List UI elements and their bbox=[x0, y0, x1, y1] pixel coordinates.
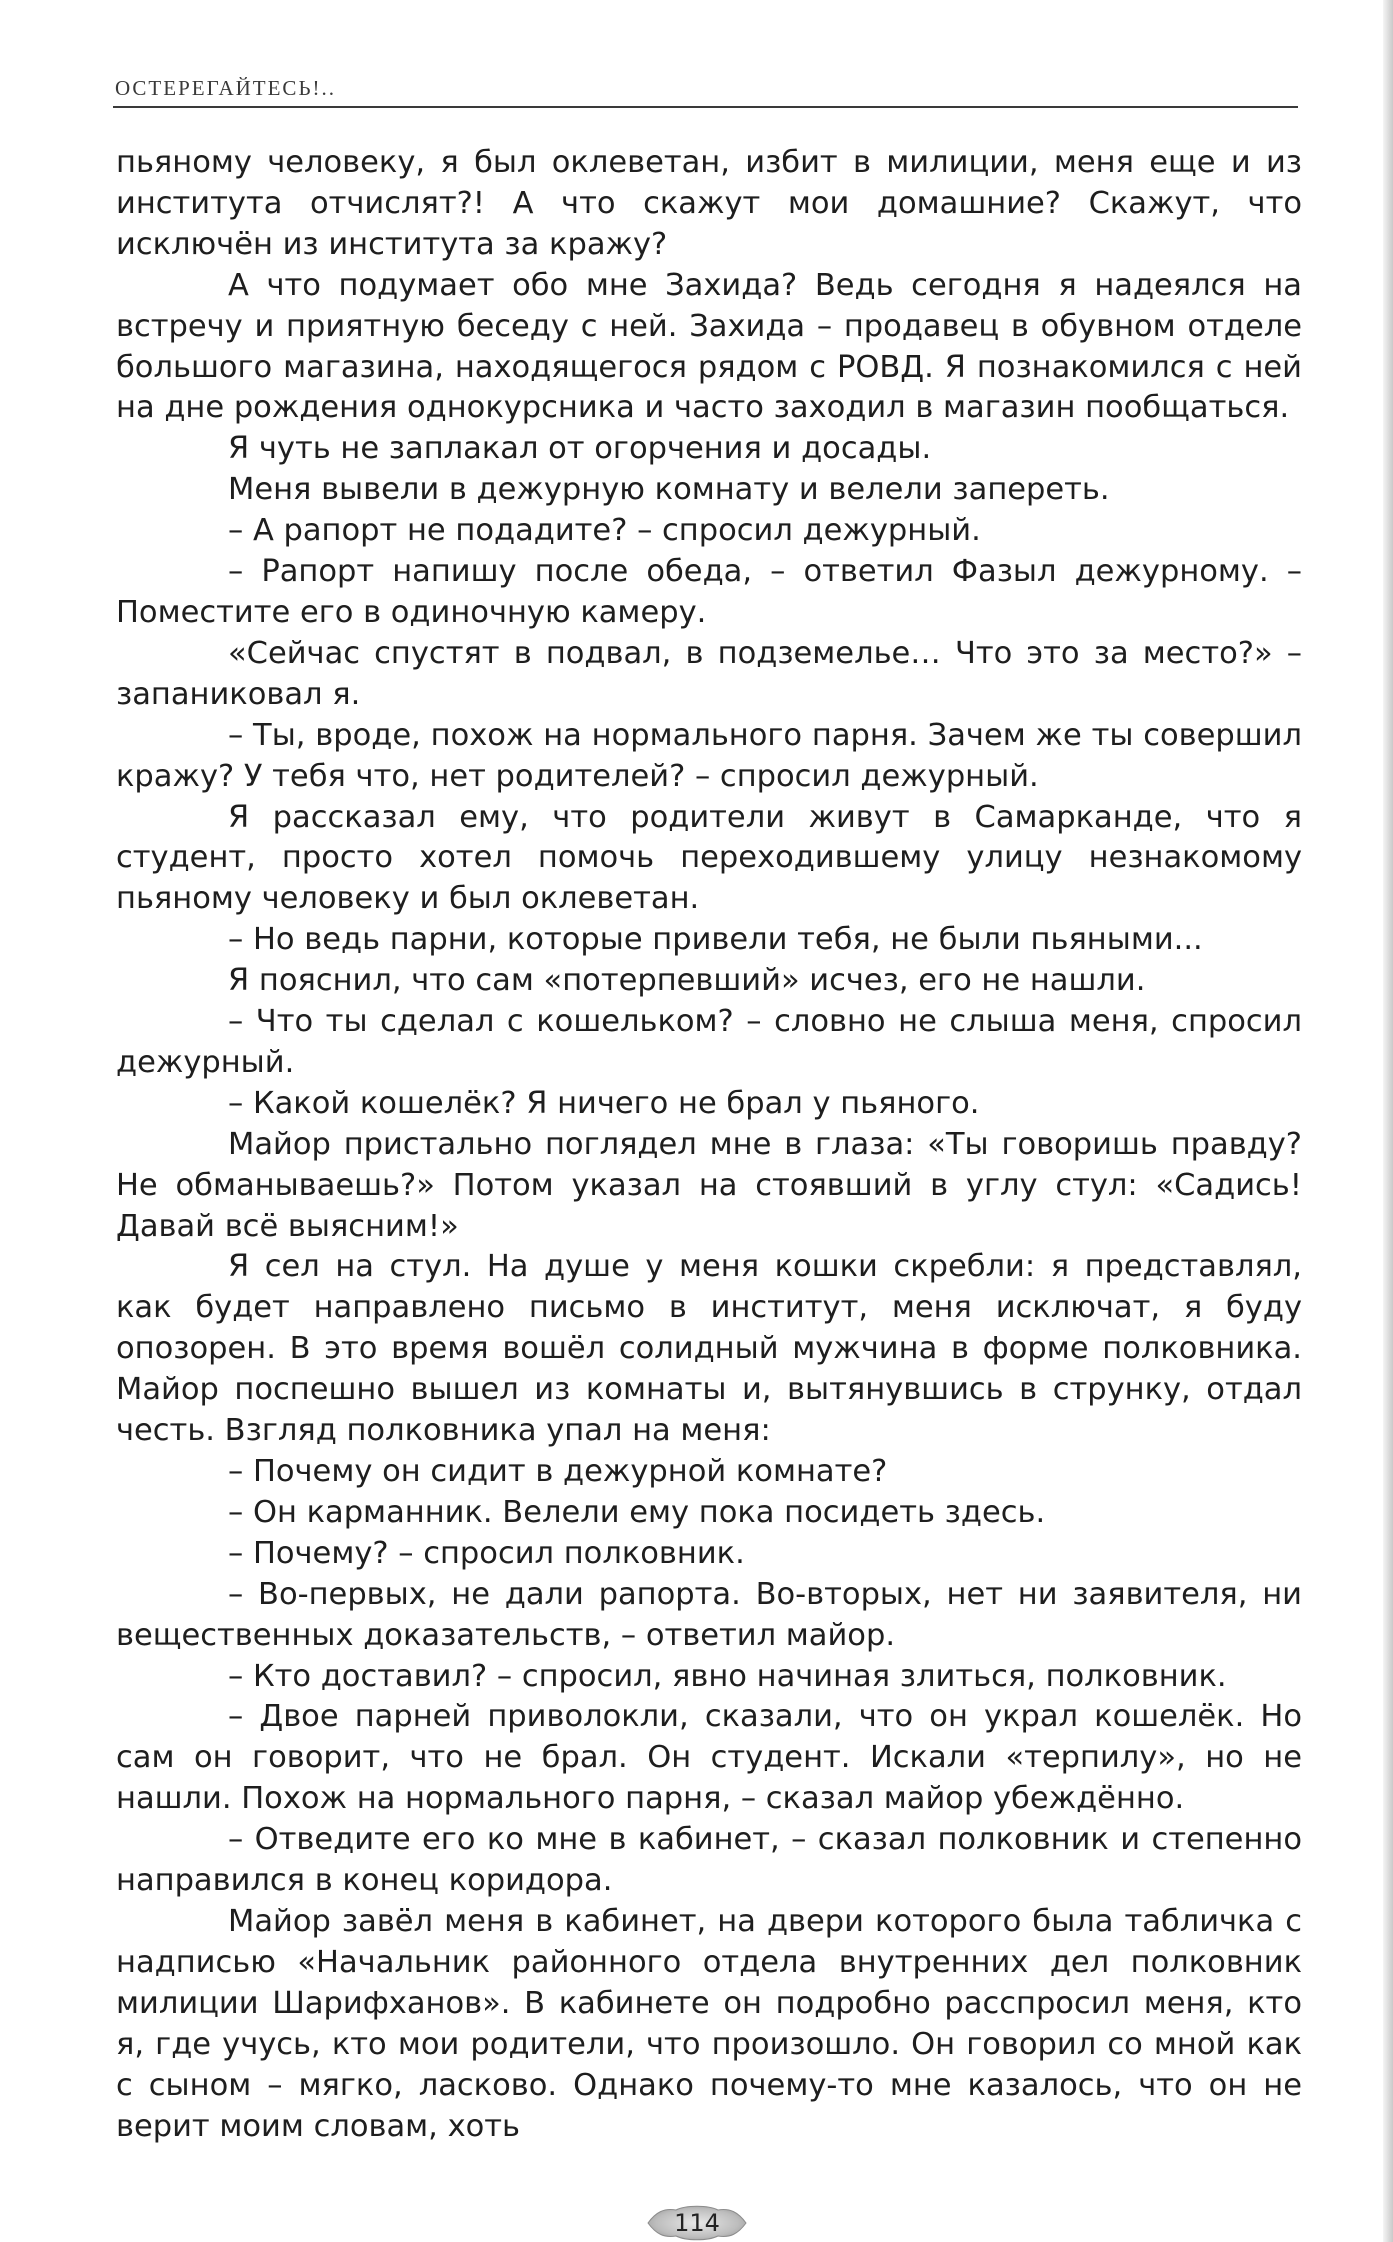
paragraph: А что подумает обо мне Захида? Ведь сегодня я надеялся на встречу и приятную беседу с ней. Захида – продавец в обувном отделе большого магазина, находящегося рядом с РОВД. Я познакомился с ней на дне рождения однокурсника и часто заходил в магазин пообщаться. bbox=[116, 267, 1302, 426]
page-edge-shadow bbox=[1383, 0, 1393, 2242]
page-number-text: 114 bbox=[674, 2209, 720, 2237]
running-header-title: ОСТЕРЕГАЙТЕСЬ!.. bbox=[115, 76, 336, 100]
paragraph: – Почему он сидит в дежурной комнате? bbox=[228, 1454, 888, 1489]
running-header bbox=[113, 72, 1298, 108]
paragraph: Я пояснил, что сам «потерпевший» исчез, его не нашли. bbox=[228, 963, 1146, 999]
page-number bbox=[646, 2204, 748, 2242]
paragraph: пьяному человеку, я был оклеветан, избит в милиции, меня еще и из института отчислят?! А что скажут мои домашние? Скажут, что исключён из института за кражу? bbox=[116, 145, 1302, 262]
paragraph: – А рапорт не подадите? – спросил дежурный. bbox=[228, 513, 981, 549]
body-text bbox=[116, 143, 1302, 2144]
paragraph: Я рассказал ему, что родители живут в Самарканде, что я студент, просто хотел помочь переходившему улицу незнакомому пьяному человеку и был оклеветан. bbox=[116, 799, 1302, 917]
paragraph: – Отведите его ко мне в кабинет, – сказал полковник и степенно направился в конец коридора. bbox=[116, 1822, 1302, 1899]
paragraph: Я чуть не заплакал от огорчения и досады. bbox=[228, 431, 932, 467]
paragraph: – Какой кошелёк? Я ничего не брал у пьяного. bbox=[228, 1085, 980, 1121]
paragraph: – Двое парней приволокли, сказали, что он украл кошелёк. Но сам он говорит, что не брал. Он студент. Искали «терпилу», но не нашли. Похож на нормального парня, – сказал майор убеждённо. bbox=[116, 1699, 1302, 1817]
paragraph: – Он карманник. Велели ему пока посидеть здесь. bbox=[228, 1494, 1046, 1530]
paragraph: «Сейчас спустят в подвал, в подземелье… Что это за место?» – запаниковал я. bbox=[116, 635, 1302, 712]
paragraph: Майор завёл меня в кабинет, на двери которого была табличка с надписью «Начальник районного отдела внутренних дел полковник милиции Шарифханов». В кабинете он подробно расспросил меня, кто я, где учусь, кто мои родители, что произошло. Он говорил со мной как с сыном – мягко, ласково. Однако почему-то мне казалось, что он не верит моим словам, хоть bbox=[116, 1903, 1302, 2144]
paragraph: – Почему? – спросил полковник. bbox=[228, 1535, 745, 1571]
paragraph: Меня вывели в дежурную комнату и велели запереть. bbox=[228, 472, 1110, 508]
paragraph: Я сел на стул. На душе у меня кошки скребли: я представлял, как будет направлено письмо в институт, меня исключат, я буду опозорен. В это время вошёл солидный мужчина в форме полковника. Майор поспешно вышел из комнаты и, вытянувшись в струнку, отдал честь. Взгляд полковника упал на меня: bbox=[116, 1249, 1302, 1449]
paragraph: – Ты, вроде, похож на нормального парня. Зачем же ты совершил кражу? У тебя что, нет родителей? – спросил дежурный. bbox=[116, 717, 1302, 794]
paragraph: Майор пристально поглядел мне в глаза: «Ты говоришь правду? Не обманываешь?» Потом указал на стоявший в углу стул: «Садись! Давай всё выясним!» bbox=[116, 1126, 1302, 1244]
paragraph: – Рапорт напишу после обеда, – ответил Фазыл дежурному. – Поместите его в одиночную камеру. bbox=[116, 554, 1302, 630]
paragraph: – Но ведь парни, которые привели тебя, не были пьяными... bbox=[228, 922, 1203, 958]
paragraph: – Кто доставил? – спросил, явно начиная злиться, полковник. bbox=[228, 1658, 1227, 1694]
paragraph: – Во-первых, не дали рапорта. Во-вторых, нет ни заявителя, ни вещественных доказательств, – ответил майор. bbox=[116, 1576, 1302, 1653]
paragraph: – Что ты сделал с кошельком? – словно не слыша меня, спросил дежурный. bbox=[116, 1004, 1302, 1080]
